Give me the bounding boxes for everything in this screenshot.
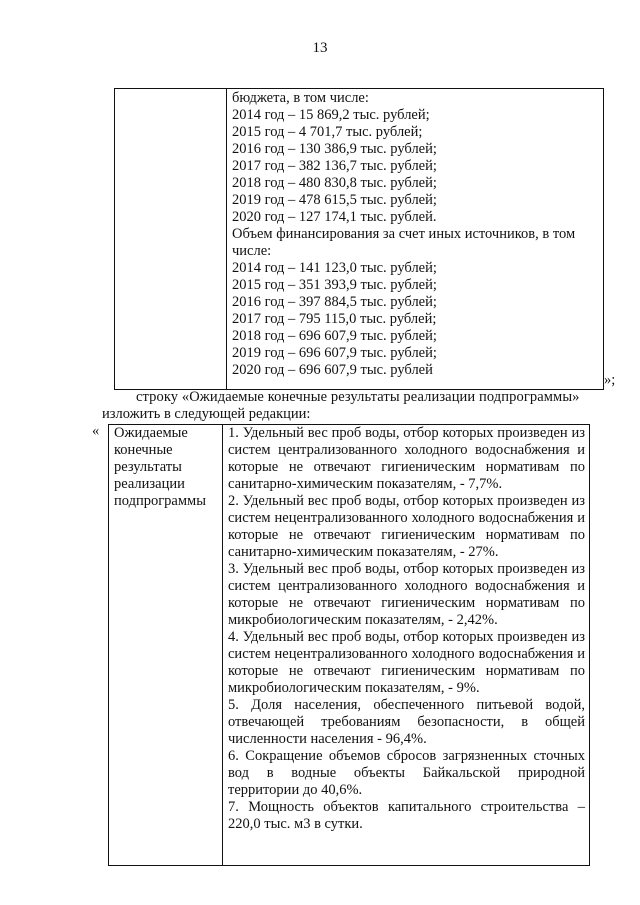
instruction-line-2: изложить в следующей редакции: (102, 406, 311, 422)
funding-line: 2020 год – 696 607,9 тыс. рублей (232, 362, 433, 378)
funding-line: 2017 год – 382 136,7 тыс. рублей; (232, 158, 437, 174)
column-divider (222, 425, 223, 865)
results-table (108, 424, 590, 866)
funding-line: 2018 год – 480 830,8 тыс. рублей; (232, 175, 437, 191)
funding-line: 2016 год – 397 884,5 тыс. рублей; (232, 294, 437, 310)
funding-table (114, 88, 604, 390)
opening-quote: « (92, 423, 100, 439)
result-item: 6. Сокращение объемов сбросов загрязненных сточных вод в водные объекты Байкальской природной территории до 40,6%. (228, 748, 585, 798)
results-header-cell: Ожидаемые конечные результаты реализации подпрограммы (114, 425, 206, 509)
result-item: 4. Удельный вес проб воды, отбор которых произведен из систем нецентрализованного холодного водоснабжения и которые не отвечают гигиеническим нормативам по микробиологическим показателям, - 9%. (228, 629, 585, 696)
funding-line: 2017 год – 795 115,0 тыс. рублей; (232, 311, 437, 327)
funding-line: 2019 год – 478 615,5 тыс. рублей; (232, 192, 437, 208)
funding-line: бюджета, в том числе: (232, 90, 369, 106)
column-divider (226, 89, 227, 389)
result-item: 3. Удельный вес проб воды, отбор которых произведен из систем централизованного холодного водоснабжения и которые не отвечают гигиеническим нормативам по микробиологическим показателям, - 2,42%. (228, 561, 585, 628)
funding-line: 2018 год – 696 607,9 тыс. рублей; (232, 328, 437, 344)
funding-line: 2015 год – 351 393,9 тыс. рублей; (232, 277, 437, 293)
result-item: 1. Удельный вес проб воды, отбор которых произведен из систем централизованного холодного водоснабжения и которые не отвечают гигиеническим нормативам по санитарно-химическим показателям, - 7,7%. (228, 425, 585, 492)
funding-line: 2014 год – 141 123,0 тыс. рублей; (232, 260, 437, 276)
funding-line: 2019 год – 696 607,9 тыс. рублей; (232, 345, 437, 361)
closing-quote: »; (604, 372, 616, 388)
page-number: 13 (312, 40, 328, 56)
result-item: 5. Доля населения, обеспеченного питьевой водой, отвечающей требованиям безопасности, в общей численности населения - 96,4%. (228, 697, 585, 747)
funding-line: 2015 год – 4 701,7 тыс. рублей; (232, 124, 423, 140)
result-item: 2. Удельный вес проб воды, отбор которых произведен из систем нецентрализованного холодного водоснабжения и которые не отвечают гигиеническим нормативам по санитарно-химическим показателям, - 27%. (228, 493, 585, 560)
funding-line: 2020 год – 127 174,1 тыс. рублей. (232, 209, 437, 225)
funding-line: числе: (232, 243, 272, 259)
instruction-line-1: строку «Ожидаемые конечные результаты реализации подпрограммы» (136, 389, 580, 405)
results-list (228, 425, 585, 833)
funding-line: 2016 год – 130 386,9 тыс. рублей; (232, 141, 437, 157)
funding-line: Объем финансирования за счет иных источников, в том (232, 226, 576, 242)
funding-line: 2014 год – 15 869,2 тыс. рублей; (232, 107, 430, 123)
result-item: 7. Мощность объектов капитального строительства – 220,0 тыс. м3 в сутки. (228, 799, 585, 832)
funding-details (232, 90, 597, 379)
